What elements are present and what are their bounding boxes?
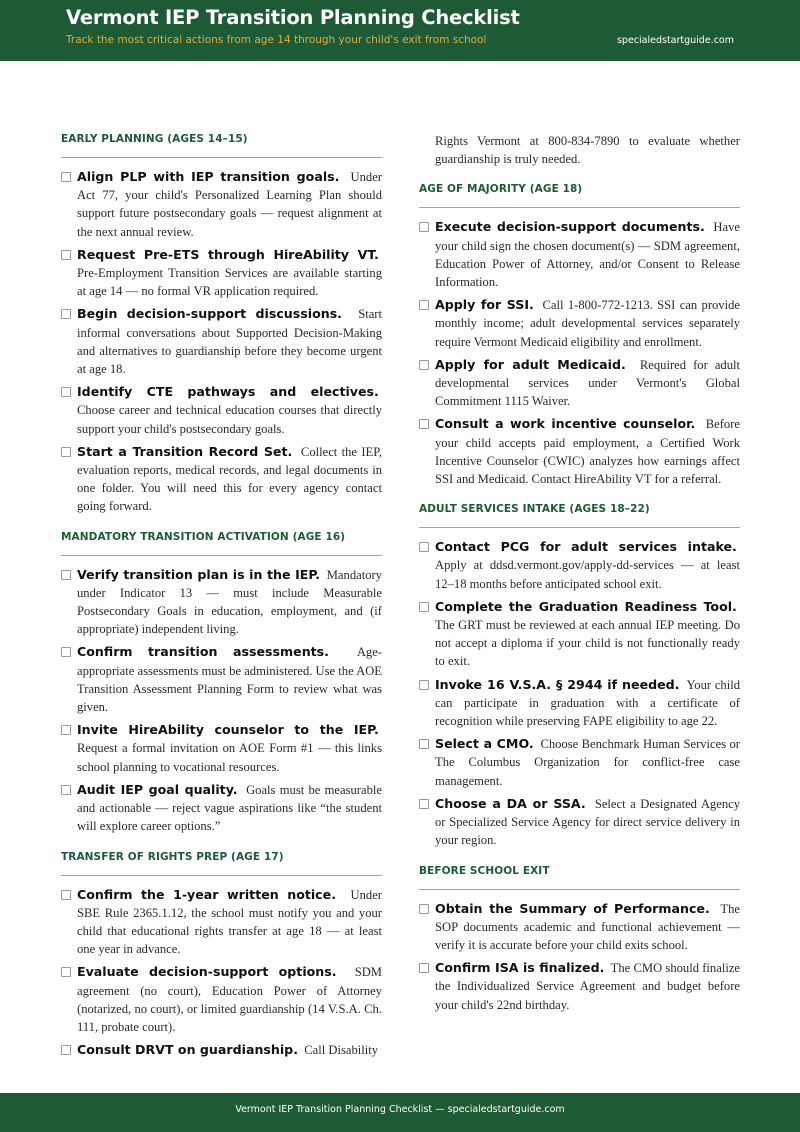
checkbox-icon[interactable]: [419, 300, 429, 310]
checklist-item-text: [77, 963, 382, 1036]
checklist-item-title: Complete the Graduation Readiness Tool.: [435, 598, 737, 614]
checklist-item-title: Align PLP with IEP transition goals.: [77, 169, 340, 184]
checklist-item-title: Confirm transition assessments.: [77, 644, 329, 660]
checkbox-icon[interactable]: [61, 570, 71, 580]
checklist-item-title: Execute decision-support documents.: [435, 219, 705, 235]
checklist-section: [61, 530, 382, 836]
checkbox-icon[interactable]: [419, 602, 429, 612]
checklist-item-text: [77, 443, 382, 516]
section-heading: MANDATORY TRANSITION ACTIVATION (AGE 16): [61, 530, 346, 543]
checklist-section: [419, 182, 740, 488]
checkbox-icon[interactable]: [419, 963, 429, 973]
checklist-item-text: [77, 721, 382, 776]
checklist-item-title: Confirm ISA is finalized.: [435, 960, 605, 976]
checkbox-icon[interactable]: [61, 1045, 71, 1055]
checklist-item-description: Choose Benchmark Human Services or The Columbus Organization for conflict-free case management.: [435, 737, 741, 788]
checklist-item-description: Call 1-800-772-1213. SSI can provide monthly income; adult developmental services separately require Vermont Medicaid eligibility and enrollment.: [435, 298, 740, 349]
checkbox-icon[interactable]: [419, 419, 429, 429]
checklist-item-description: Start informal conversations about Supported Decision-Making and alternatives to guardianship before they become urgent at age 18.: [77, 307, 383, 377]
checklist-item: [61, 721, 382, 776]
checklist-item-description: Before your child accepts paid employment, a Certified Work Incentive Counselor (CWIC) analyzes how earnings affect SSI and Medicaid. Contact HireAbility VT for a referral.: [435, 417, 740, 487]
checklist-item-title: Choose a DA or SSA.: [435, 795, 586, 811]
section-divider: [419, 527, 740, 528]
checklist-item-description: The GRT must be reviewed at each annual IEP meeting. Do not accept a diploma if your child is not functionally ready to exit.: [435, 618, 740, 669]
section-heading: EARLY PLANNING (AGES 14–15): [61, 133, 248, 145]
checklist-item-text: [435, 676, 740, 731]
checklist-item: [419, 356, 740, 411]
checklist-item-description: Required for adult developmental services under Vermont's Global Commitment 1115 Waiver.: [435, 357, 741, 409]
checklist-item-text: [77, 383, 382, 438]
checklist-item-title: Identify CTE pathways and electives.: [77, 384, 379, 400]
section-heading: BEFORE SCHOOL EXIT: [419, 864, 550, 877]
checklist-item-text: [77, 566, 382, 639]
checklist-item-text: [77, 643, 382, 716]
checklist-section: [419, 502, 740, 849]
checklist-item-title: Obtain the Summary of Performance.: [435, 900, 710, 916]
checklist-item: [61, 781, 382, 836]
checkbox-icon[interactable]: [61, 785, 71, 795]
page-title: Vermont IEP Transition Planning Checklist: [66, 6, 520, 29]
section-heading: AGE OF MAJORITY (AGE 18): [419, 183, 583, 196]
checklist-item-text: [435, 735, 740, 790]
checklist-section: [419, 864, 740, 1014]
checklist-item-text: [435, 356, 740, 411]
checkbox-icon[interactable]: [419, 222, 429, 232]
checklist-section: [61, 850, 382, 1060]
checklist-item-description: The SOP documents academic and functional achievement — verify it is accurate before your child exits school.: [435, 901, 740, 952]
checklist-item-title: Request Pre-ETS through HireAbility VT.: [77, 246, 379, 262]
checklist-item: [61, 246, 382, 301]
footer-text: Vermont IEP Transition Planning Checklist — specialedstartguide.com: [235, 1104, 565, 1115]
checklist-item: [61, 1041, 382, 1059]
checklist-item: [419, 218, 740, 291]
left-column: [61, 132, 382, 1073]
checklist-item-description: Choose career and technical education courses that directly support your child's postsecondary goals.: [77, 403, 382, 436]
checklist-item-description: Have your child sign the chosen document(s) — SDM agreement, Education Power of Attorney, and/or Consent to Release Information.: [435, 220, 740, 290]
checklist-item: [419, 676, 740, 731]
section-divider: [61, 157, 382, 158]
checklist-item-description: Call Disability: [304, 1043, 379, 1058]
checklist-item-description: SDM agreement (no court), Education Power of Attorney (notarized, no court), or limited guardianship (14 V.S.A. Ch. 111, probate court).: [77, 965, 382, 1034]
page-subtitle: Track the most critical actions from age 14 through your child's exit from school: [66, 34, 487, 46]
footer-banner: [0, 1093, 800, 1132]
checklist-item-title: Begin decision-support discussions.: [77, 306, 342, 322]
checklist-item-description: Request a formal invitation on AOE Form #1 — this links school planning to vocational resources.: [77, 741, 382, 774]
checkbox-icon[interactable]: [419, 680, 429, 690]
checkbox-icon[interactable]: [61, 447, 71, 457]
checklist-item: [61, 963, 382, 1036]
checklist-item-description: Pre-Employment Transition Services are available starting at age 14 — no formal VR application required.: [77, 266, 382, 299]
checklist-item-title: Apply for adult Medicaid.: [435, 356, 626, 372]
checklist-item-text: [435, 296, 740, 351]
checklist-item-title: Verify transition plan is in the IEP.: [77, 566, 321, 582]
checklist-item-text: [77, 1041, 382, 1059]
checklist-item-title: Evaluate decision-support options.: [77, 964, 337, 980]
continued-item-text: Rights Vermont at 800-834-7890 to evaluate whether guardianship is truly needed.: [435, 134, 740, 167]
checklist-item: [419, 296, 740, 351]
checklist-item: [61, 168, 382, 241]
checklist-item-description: Your child can participate in graduation with a certificate of recognition while preserving FAPE eligibility to age 22.: [435, 677, 740, 729]
checklist-item-description: Collect the IEP, evaluation reports, medical records, and legal documents in one folder. You will need this for every agency contact going forward.: [77, 444, 382, 514]
checkbox-icon[interactable]: [61, 172, 71, 182]
checklist-item-title: Invoke 16 V.S.A. § 2944 if needed.: [435, 676, 680, 692]
checklist-item: [419, 795, 740, 850]
checklist-item-title: Select a CMO.: [435, 736, 534, 752]
checklist-item: [61, 886, 382, 959]
checklist-item-text: [435, 795, 740, 850]
checklist-item-text: [77, 781, 382, 836]
checkbox-icon[interactable]: [61, 725, 71, 735]
checklist-item-text: [435, 538, 740, 593]
checklist-item: [419, 598, 740, 671]
checklist-item-description: Apply at ddsd.vermont.gov/apply-dd-services — at least 12–18 months before anticipated school exit.: [435, 558, 740, 591]
checkbox-icon[interactable]: [61, 250, 71, 260]
checklist-item-text: [77, 886, 382, 959]
header-site-link[interactable]: specialedstartguide.com: [616, 35, 734, 46]
checklist-item-title: Apply for SSI.: [435, 297, 534, 313]
checkbox-icon[interactable]: [419, 542, 429, 552]
checklist-item-description: Age-appropriate assessments must be administered. Use the AOE Transition Assessment Planning Form to review what was given.: [77, 645, 383, 715]
section-heading: ADULT SERVICES INTAKE (AGES 18–22): [419, 503, 650, 516]
checklist-section: [61, 132, 382, 516]
section-divider: [419, 889, 740, 890]
checkbox-icon[interactable]: [61, 647, 71, 657]
checklist-item-description: Select a Designated Agency or Specialized Service Agency for direct service delivery in your region.: [435, 796, 740, 848]
checklist-item: [419, 538, 740, 593]
checklist-item-title: Consult DRVT on guardianship.: [77, 1042, 298, 1058]
section-divider: [419, 207, 740, 208]
checklist-item-text: [435, 415, 740, 488]
checklist-item: [419, 735, 740, 790]
checklist-item-title: Confirm the 1-year written notice.: [77, 886, 336, 902]
checklist-item-description: Under Act 77, your child's Personalized Learning Plan should support future postsecondary goals — request alignment at the next annual review.: [77, 170, 383, 239]
section-divider: [61, 555, 382, 556]
checklist-item-text: [435, 218, 740, 291]
section-divider: [61, 875, 382, 876]
checkbox-icon[interactable]: [419, 904, 429, 914]
checkbox-icon[interactable]: [61, 309, 71, 319]
checklist-item: [419, 959, 740, 1014]
checkbox-icon[interactable]: [61, 890, 71, 900]
header-banner: [0, 0, 800, 61]
checklist-item-text: [77, 246, 382, 301]
checklist-item-text: [435, 959, 740, 1014]
checkbox-icon[interactable]: [419, 739, 429, 749]
checklist-item-text: [435, 598, 740, 671]
checklist-item-title: Start a Transition Record Set.: [77, 443, 293, 459]
checklist-item-text: [435, 900, 740, 955]
checklist-item-description: Mandatory under Indicator 13 — must include Measurable Postsecondary Goals in education, employment, and (if appropriate) independent living.: [77, 567, 382, 637]
checklist-item-text: [77, 168, 382, 241]
checkbox-icon[interactable]: [419, 799, 429, 809]
checklist-item-title: Consult a work incentive counselor.: [435, 416, 696, 432]
checklist-item: [61, 566, 382, 639]
checkbox-icon[interactable]: [419, 360, 429, 370]
checklist-item: [61, 643, 382, 716]
checklist-item: [419, 415, 740, 488]
section-heading: TRANSFER OF RIGHTS PREP (AGE 17): [61, 850, 284, 863]
checklist-item-description: Goals must be measurable and actionable — reject vague aspirations like “the student will explore career options.”: [77, 782, 382, 834]
checklist-item: [61, 443, 382, 516]
checklist-item-title: Contact PCG for adult services intake.: [435, 539, 737, 555]
checklist-item: [61, 383, 382, 438]
checklist-item-description: The CMO should finalize the Individualized Service Agreement and budget before your child's 22nd birthday.: [435, 961, 740, 1012]
right-column: [419, 132, 740, 1028]
checklist-item: [419, 900, 740, 955]
checklist-item-title: Invite HireAbility counselor to the IEP.: [77, 722, 379, 738]
checklist-item-text: [77, 305, 382, 378]
checkbox-icon[interactable]: [61, 387, 71, 397]
checkbox-icon[interactable]: [61, 967, 71, 977]
checklist-item-title: Audit IEP goal quality.: [77, 781, 238, 797]
checklist-item-description: Under SBE Rule 2365.1.12, the school must notify you and your child that educational rights transfer at age 18 — at least one year in advance.: [77, 887, 383, 957]
checklist-item: [61, 305, 382, 378]
